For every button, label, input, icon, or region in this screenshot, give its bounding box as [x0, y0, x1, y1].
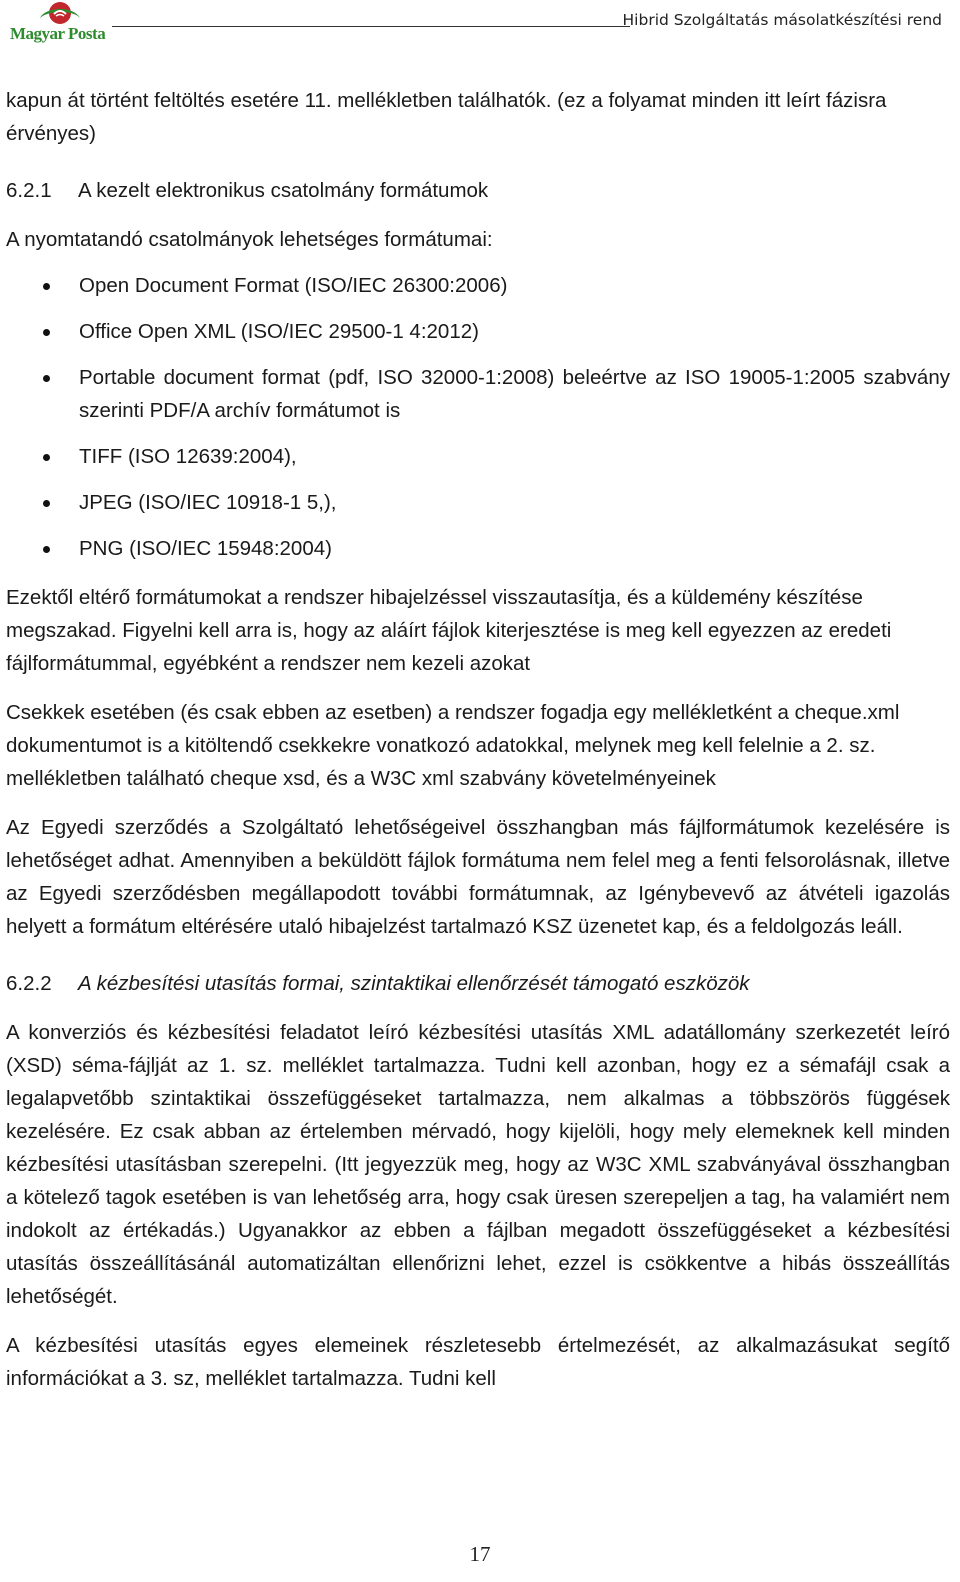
bullet-icon: [43, 375, 50, 382]
intro-paragraph: kapun át történt feltöltés esetére 11. mellékletben találhatók. (ez a folyamat minden itt leírt fázisra érvényes): [6, 89, 887, 145]
page-header: [0, 0, 960, 60]
page-number: 17: [469, 1542, 491, 1566]
formats-list: [6, 269, 950, 565]
list-item: Office Open XML (ISO/IEC 29500-1 4:2012): [6, 315, 950, 348]
list-item: Portable document format (pdf, ISO 32000-1:2008) beleértve az ISO 19005-1:2005 szabvány szerinti PDF/A archív formátumot is: [6, 361, 950, 427]
section-title: A kezelt elektronikus csatolmány formátumok: [78, 179, 489, 202]
header-title: Hibrid Szolgáltatás másolatkészítési rend: [622, 11, 942, 29]
section-heading-6-2-1: [6, 174, 950, 207]
bullet-icon: [43, 283, 50, 290]
list-item: Open Document Format (ISO/IEC 26300:2006): [6, 269, 950, 302]
document-body: [6, 84, 950, 1395]
list-item: TIFF (ISO 12639:2004),: [6, 440, 950, 473]
other-formats-paragraph: Ezektől eltérő formátumokat a rendszer hibajelzéssel visszautasítja, és a küldemény készítése megszakad. Figyelni kell arra is, hogy az aláírt fájlok kiterjesztése is meg kell egyezzen az eredeti fájlformátummal, egyébként a rendszer nem kezeli azokat: [6, 586, 892, 675]
bullet-icon: [43, 546, 50, 553]
section-heading-6-2-2: [6, 967, 950, 1000]
list-item: JPEG (ISO/IEC 10918-1 5,),: [6, 486, 950, 519]
section-number: 6.2.2: [6, 972, 52, 995]
xsd-paragraph: A konverziós és kézbesítési feladatot leíró kézbesítési utasítás XML adatállomány szerkezetét leíró (XSD) séma-fájlját az 1. sz. melléklet tartalmazza. Tudni kell azonban, hogy ez a sémafájl csak a legalapvetőbb szintaktikai összefüggéseket tartalmazza, nem alkalmas a többszörös függések kezelésére. Ez csak abban az értelemben mérvadó, hogy kijelöli, hogy mely elemeknek kell minden kézbesítési utasításban szerepelni. (Itt jegyezzük meg, hogy az W3C XML szabványával összhangban a kötelező tagok esetében is van lehetőség arra, hogy csak üresen szerepeljen a tag, ha valamiért nem indokolt az értékadás.) Ugyanakkor az ebben a fájlban megadott összefüggéseket a kézbesítési utasítás összeállításánál automatizáltan ellenőrizni lehet, ezzel is csökkentve a hibás összeállítás lehetőségét.: [6, 1021, 950, 1308]
logo-text: Magyar Posta: [10, 24, 106, 43]
section-number: 6.2.1: [6, 179, 52, 202]
bullet-icon: [43, 454, 50, 461]
individual-contract-paragraph: Az Egyedi szerződés a Szolgáltató lehetőségeivel összhangban más fájlformátumok kezelésére is lehetőséget adhat. Amennyiben a beküldött fájlok formátuma nem felel meg a fenti felsorolásnak, illetve az Egyedi szerződésben megállapodott további formátumnak, az Igénybevevő az átvételi igazolás helyett a formátum eltérésére utaló hibajelzést tartalmazó KSZ üzenetet kap, és a feldolgozás leáll.: [6, 816, 950, 938]
section-title: A kézbesítési utasítás formai, szintaktikai ellenőrzését támogató eszközök: [78, 972, 750, 995]
elements-paragraph: A kézbesítési utasítás egyes elemeinek részletesebb értelmezését, az alkalmazásukat segítő információkat a 3. sz, melléklet tartalmazza. Tudni kell: [6, 1334, 950, 1390]
list-item: PNG (ISO/IEC 15948:2004): [6, 532, 950, 565]
bullet-icon: [43, 500, 50, 507]
bullet-icon: [43, 329, 50, 336]
formats-lead: A nyomtatandó csatolmányok lehetséges formátumai:: [6, 228, 493, 251]
cheque-paragraph: Csekkek esetében (és csak ebben az esetben) a rendszer fogadja egy mellékletként a cheque.xml dokumentumot is a kitöltendő csekkekre vonatkozó adatokkal, melynek meg kell felelnie a 2. sz. mellékletben található cheque xsd, és a W3C xml szabvány követelményeinek: [6, 701, 900, 790]
magyar-posta-logo: [10, 0, 106, 56]
header-rule: [112, 26, 630, 27]
